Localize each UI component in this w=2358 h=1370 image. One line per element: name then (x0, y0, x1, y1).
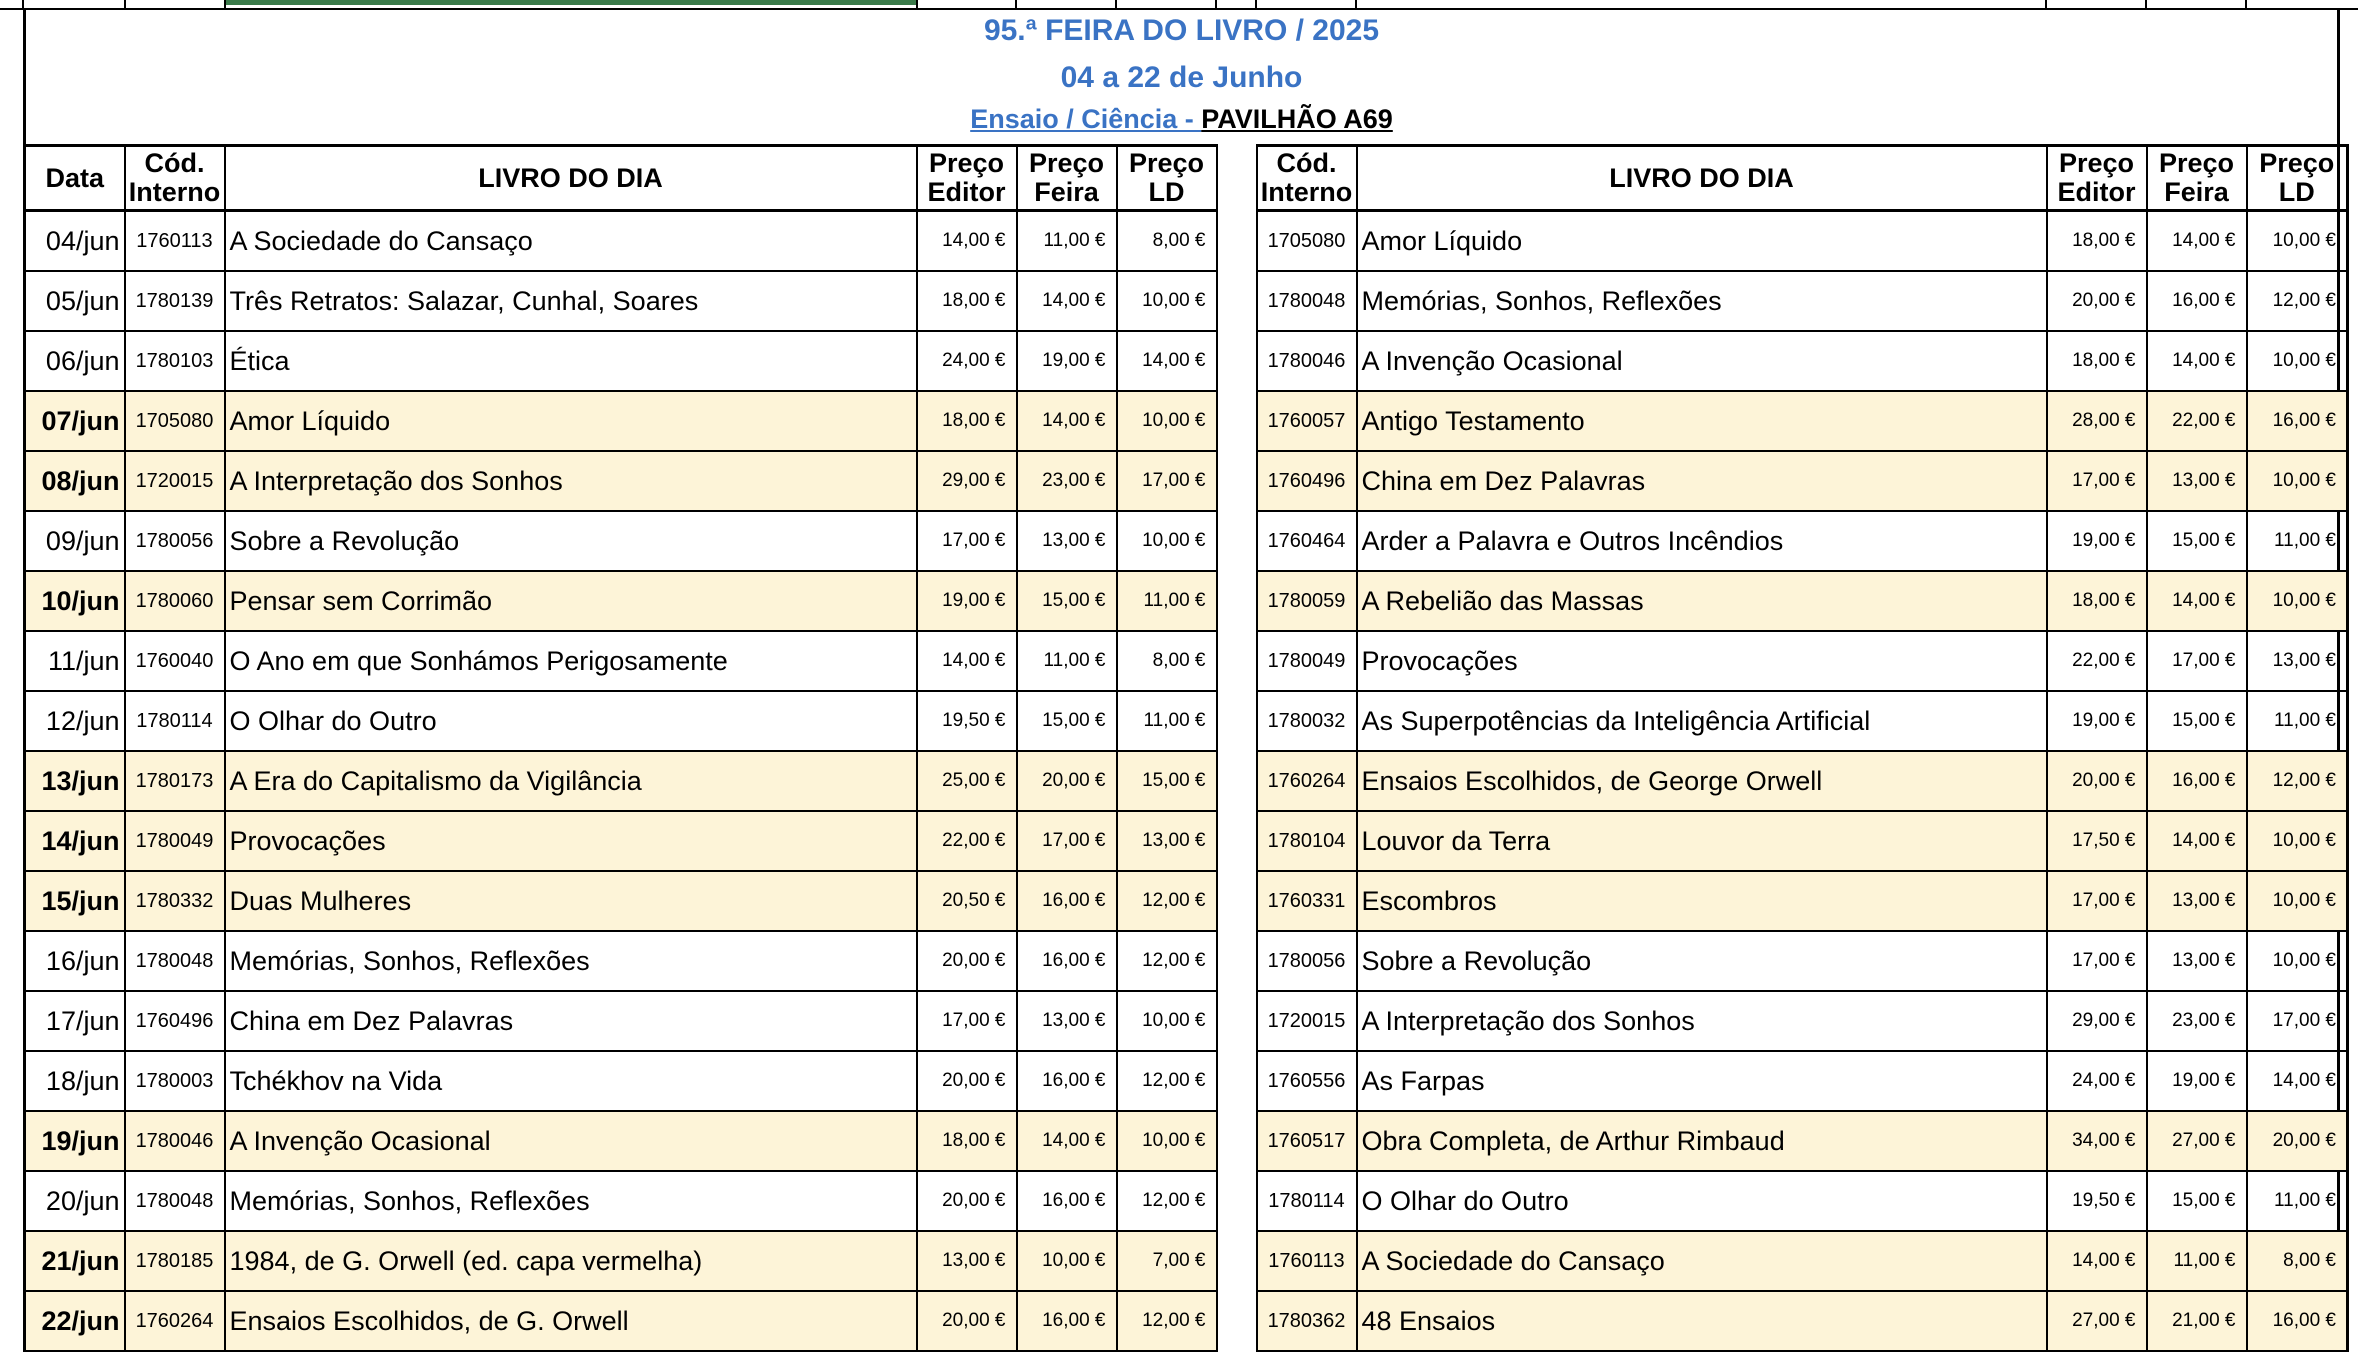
column-gap (1217, 511, 1257, 571)
date-cell[interactable]: 15/jun (25, 871, 125, 931)
code-cell-right[interactable]: 1705080 (1257, 211, 1357, 272)
price-ld-cell[interactable]: 10,00 € (1117, 271, 1217, 331)
price-ld-cell-right[interactable]: 12,00 € (2247, 271, 2348, 331)
date-cell[interactable]: 06/jun (25, 331, 125, 391)
price-ld-cell-right[interactable]: 11,00 € (2247, 1171, 2348, 1231)
price-feira-cell-right[interactable]: 14,00 € (2147, 811, 2247, 871)
code-cell[interactable]: 1780048 (125, 1171, 225, 1231)
date-cell[interactable]: 05/jun (25, 271, 125, 331)
table-row (25, 511, 2348, 571)
date-cell[interactable]: 18/jun (25, 1051, 125, 1111)
code-cell[interactable]: 1780185 (125, 1231, 225, 1291)
header-price-ld-right[interactable]: Preço LD (2247, 146, 2348, 211)
table-row (25, 931, 2348, 991)
date-cell[interactable]: 19/jun (25, 1111, 125, 1171)
book-title-cell-right[interactable]: Ensaios Escolhidos, de George Orwell (1357, 751, 2047, 811)
price-ld-cell-right[interactable]: 12,00 € (2247, 751, 2348, 811)
code-cell-right[interactable]: 1780114 (1257, 1171, 1357, 1231)
column-gap (1217, 146, 1257, 211)
price-ld-cell-right[interactable]: 17,00 € (2247, 991, 2348, 1051)
book-title-cell-right[interactable]: Provocações (1357, 631, 2047, 691)
book-title-cell-right[interactable]: A Rebelião das Massas (1357, 571, 2047, 631)
book-title-cell[interactable]: Pensar sem Corrimão (225, 571, 917, 631)
price-editor-cell-right[interactable]: 22,00 € (2047, 631, 2147, 691)
price-editor-cell[interactable]: 13,00 € (917, 1231, 1017, 1291)
price-feira-cell[interactable]: 11,00 € (1017, 631, 1117, 691)
price-ld-cell-right[interactable]: 8,00 € (2247, 1231, 2348, 1291)
book-title-cell[interactable]: 1984, de G. Orwell (ed. capa vermelha) (225, 1231, 917, 1291)
column-gap (1217, 571, 1257, 631)
price-ld-cell[interactable]: 12,00 € (1117, 1291, 1217, 1351)
header-date[interactable]: Data (25, 146, 125, 211)
column-gap (1217, 1171, 1257, 1231)
date-cell[interactable]: 22/jun (25, 1291, 125, 1351)
price-ld-cell[interactable]: 12,00 € (1117, 1171, 1217, 1231)
column-gap (1217, 1291, 1257, 1351)
book-title-cell[interactable]: Três Retratos: Salazar, Cunhal, Soares (225, 271, 917, 331)
price-feira-cell-right[interactable]: 15,00 € (2147, 511, 2247, 571)
code-cell-right[interactable]: 1760517 (1257, 1111, 1357, 1171)
code-cell-right[interactable]: 1760556 (1257, 1051, 1357, 1111)
date-cell[interactable]: 16/jun (25, 931, 125, 991)
code-cell[interactable]: 1780046 (125, 1111, 225, 1171)
price-ld-cell-right[interactable]: 10,00 € (2247, 871, 2348, 931)
book-title-cell[interactable]: A Era do Capitalismo da Vigilância (225, 751, 917, 811)
price-ld-cell[interactable]: 8,00 € (1117, 631, 1217, 691)
book-title-cell[interactable]: Ensaios Escolhidos, de G. Orwell (225, 1291, 917, 1351)
book-title-cell-right[interactable]: As Farpas (1357, 1051, 2047, 1111)
price-feira-cell-right[interactable]: 15,00 € (2147, 1171, 2247, 1231)
price-editor-cell-right[interactable]: 29,00 € (2047, 991, 2147, 1051)
price-editor-cell-right[interactable]: 24,00 € (2047, 1051, 2147, 1111)
price-editor-cell-right[interactable]: 19,00 € (2047, 511, 2147, 571)
price-editor-cell[interactable]: 19,50 € (917, 691, 1017, 751)
code-cell[interactable]: 1780049 (125, 811, 225, 871)
price-feira-cell-right[interactable]: 16,00 € (2147, 751, 2247, 811)
price-editor-cell-right[interactable]: 17,00 € (2047, 931, 2147, 991)
code-cell-right[interactable]: 1760264 (1257, 751, 1357, 811)
table-row (25, 1111, 2348, 1171)
price-feira-cell[interactable]: 15,00 € (1017, 691, 1117, 751)
book-title-cell-right[interactable]: A Interpretação dos Sonhos (1357, 991, 2047, 1051)
date-cell[interactable]: 08/jun (25, 451, 125, 511)
price-ld-cell-right[interactable]: 11,00 € (2247, 691, 2348, 751)
column-gap (1217, 391, 1257, 451)
price-ld-cell[interactable]: 10,00 € (1117, 1111, 1217, 1171)
price-ld-cell-right[interactable]: 10,00 € (2247, 571, 2348, 631)
column-gap (1217, 1111, 1257, 1171)
date-cell[interactable]: 12/jun (25, 691, 125, 751)
code-cell-right[interactable]: 1760464 (1257, 511, 1357, 571)
column-gap (1217, 811, 1257, 871)
price-editor-cell-right[interactable]: 18,00 € (2047, 211, 2147, 272)
code-cell[interactable]: 1760113 (125, 211, 225, 272)
price-editor-cell-right[interactable]: 28,00 € (2047, 391, 2147, 451)
price-ld-cell[interactable]: 10,00 € (1117, 991, 1217, 1051)
price-ld-cell[interactable]: 13,00 € (1117, 811, 1217, 871)
code-cell[interactable]: 1780060 (125, 571, 225, 631)
book-title-cell-right[interactable]: Sobre a Revolução (1357, 931, 2047, 991)
price-ld-cell-right[interactable]: 14,00 € (2247, 1051, 2348, 1111)
price-editor-cell[interactable]: 20,00 € (917, 1291, 1017, 1351)
price-ld-cell-right[interactable]: 20,00 € (2247, 1111, 2348, 1171)
price-editor-cell[interactable]: 20,00 € (917, 1171, 1017, 1231)
code-cell-right[interactable]: 1780059 (1257, 571, 1357, 631)
column-divider (1355, 0, 1357, 8)
book-title-cell-right[interactable]: Obra Completa, de Arthur Rimbaud (1357, 1111, 2047, 1171)
fair-title[interactable]: 95.ª FEIRA DO LIVRO / 2025 (983, 14, 1380, 47)
price-feira-cell-right[interactable]: 17,00 € (2147, 631, 2247, 691)
price-feira-cell[interactable]: 16,00 € (1017, 1051, 1117, 1111)
price-editor-cell[interactable]: 20,50 € (917, 871, 1017, 931)
price-ld-cell-right[interactable]: 11,00 € (2247, 511, 2348, 571)
code-cell[interactable]: 1780003 (125, 1051, 225, 1111)
book-title-cell-right[interactable]: China em Dez Palavras (1357, 451, 2047, 511)
price-editor-cell[interactable]: 17,00 € (917, 991, 1017, 1051)
price-feira-cell-right[interactable]: 16,00 € (2147, 271, 2247, 331)
price-ld-cell[interactable]: 12,00 € (1117, 931, 1217, 991)
header-price-feira[interactable]: Preço Feira (1017, 146, 1117, 211)
code-cell-right[interactable]: 1780032 (1257, 691, 1357, 751)
price-editor-cell-right[interactable]: 17,00 € (2047, 871, 2147, 931)
code-cell-right[interactable]: 1760057 (1257, 391, 1357, 451)
price-feira-cell-right[interactable]: 14,00 € (2147, 211, 2247, 272)
table-row (25, 1171, 2348, 1231)
price-editor-cell-right[interactable]: 19,50 € (2047, 1171, 2147, 1231)
table-row (25, 451, 2348, 511)
table-row (25, 271, 2348, 331)
table-row (25, 811, 2348, 871)
date-cell[interactable]: 20/jun (25, 1171, 125, 1231)
code-cell-right[interactable]: 1760496 (1257, 451, 1357, 511)
code-cell[interactable]: 1780103 (125, 331, 225, 391)
fair-dates[interactable]: 04 a 22 de Junho (1060, 61, 1303, 94)
table-row (25, 1231, 2348, 1291)
book-title-cell[interactable]: Memórias, Sonhos, Reflexões (225, 931, 917, 991)
price-editor-cell[interactable]: 18,00 € (917, 1111, 1017, 1171)
date-cell[interactable]: 13/jun (25, 751, 125, 811)
price-ld-cell[interactable]: 17,00 € (1117, 451, 1217, 511)
table-row (25, 391, 2348, 451)
date-cell[interactable]: 11/jun (25, 631, 125, 691)
price-feira-cell[interactable]: 14,00 € (1017, 391, 1117, 451)
pavilion-label: PAVILHÃO A69 (1201, 104, 1393, 134)
table-row (25, 751, 2348, 811)
code-cell-right[interactable]: 1720015 (1257, 991, 1357, 1051)
column-divider (1015, 0, 1017, 8)
date-cell[interactable]: 10/jun (25, 571, 125, 631)
price-feira-cell-right[interactable]: 21,00 € (2147, 1291, 2247, 1351)
code-cell-right[interactable]: 1780049 (1257, 631, 1357, 691)
price-feira-cell[interactable]: 23,00 € (1017, 451, 1117, 511)
price-editor-cell-right[interactable]: 19,00 € (2047, 691, 2147, 751)
column-gap (1217, 1051, 1257, 1111)
book-title-cell[interactable]: A Interpretação dos Sonhos (225, 451, 917, 511)
date-cell[interactable]: 09/jun (25, 511, 125, 571)
book-title-cell-right[interactable]: A Sociedade do Cansaço (1357, 1231, 2047, 1291)
date-cell[interactable]: 14/jun (25, 811, 125, 871)
column-gap (1217, 631, 1257, 691)
price-feira-cell[interactable]: 13,00 € (1017, 991, 1117, 1051)
header-price-editor[interactable]: Preço Editor (917, 146, 1017, 211)
code-cell-right[interactable]: 1780362 (1257, 1291, 1357, 1351)
code-cell-right[interactable]: 1780056 (1257, 931, 1357, 991)
column-divider (224, 0, 226, 8)
code-cell[interactable]: 1760264 (125, 1291, 225, 1351)
price-editor-cell[interactable]: 22,00 € (917, 811, 1017, 871)
price-editor-cell[interactable]: 19,00 € (917, 571, 1017, 631)
section-heading[interactable] (26, 104, 2337, 135)
book-title-cell[interactable]: O Ano em que Sonhámos Perigosamente (225, 631, 917, 691)
spreadsheet (23, 8, 2340, 1349)
book-title-cell[interactable]: Memórias, Sonhos, Reflexões (225, 1171, 917, 1231)
date-cell[interactable]: 04/jun (25, 211, 125, 272)
price-feira-cell-right[interactable]: 27,00 € (2147, 1111, 2247, 1171)
book-title-cell[interactable]: Provocações (225, 811, 917, 871)
price-editor-cell[interactable]: 17,00 € (917, 511, 1017, 571)
price-ld-cell[interactable]: 8,00 € (1117, 211, 1217, 272)
price-feira-cell-right[interactable]: 11,00 € (2147, 1231, 2247, 1291)
price-feira-cell[interactable]: 20,00 € (1017, 751, 1117, 811)
code-cell-right[interactable]: 1780046 (1257, 331, 1357, 391)
price-ld-cell[interactable]: 11,00 € (1117, 571, 1217, 631)
book-title-cell-right[interactable]: Escombros (1357, 871, 2047, 931)
column-divider (2245, 0, 2247, 8)
price-feira-cell-right[interactable]: 13,00 € (2147, 451, 2247, 511)
book-title-cell[interactable]: O Olhar do Outro (225, 691, 917, 751)
book-title-cell-right[interactable]: Arder a Palavra e Outros Incêndios (1357, 511, 2047, 571)
price-ld-cell-right[interactable]: 13,00 € (2247, 631, 2348, 691)
price-feira-cell[interactable]: 16,00 € (1017, 871, 1117, 931)
table-row (25, 1291, 2348, 1351)
book-title-cell-right[interactable]: A Invenção Ocasional (1357, 331, 2047, 391)
column-gap (1217, 751, 1257, 811)
price-feira-cell-right[interactable]: 23,00 € (2147, 991, 2247, 1051)
table-row (25, 1051, 2348, 1111)
category-label: Ensaio / Ciência - (970, 104, 1202, 134)
price-editor-cell[interactable]: 29,00 € (917, 451, 1017, 511)
table-row (25, 871, 2348, 931)
code-cell[interactable]: 1780056 (125, 511, 225, 571)
price-feira-cell[interactable]: 15,00 € (1017, 571, 1117, 631)
table-row (25, 691, 2348, 751)
price-ld-cell-right[interactable]: 10,00 € (2247, 211, 2348, 272)
price-feira-cell-right[interactable]: 15,00 € (2147, 691, 2247, 751)
price-ld-cell[interactable]: 14,00 € (1117, 331, 1217, 391)
book-title-cell-right[interactable]: Antigo Testamento (1357, 391, 2047, 451)
price-feira-cell-right[interactable]: 22,00 € (2147, 391, 2247, 451)
book-title-cell[interactable]: A Sociedade do Cansaço (225, 211, 917, 272)
price-feira-cell-right[interactable]: 14,00 € (2147, 331, 2247, 391)
code-cell[interactable]: 1780139 (125, 271, 225, 331)
price-ld-cell-right[interactable]: 10,00 € (2247, 931, 2348, 991)
book-title-cell-right[interactable]: Memórias, Sonhos, Reflexões (1357, 271, 2047, 331)
price-editor-cell[interactable]: 20,00 € (917, 931, 1017, 991)
price-ld-cell-right[interactable]: 10,00 € (2247, 331, 2348, 391)
column-gap (1217, 1231, 1257, 1291)
price-ld-cell-right[interactable]: 10,00 € (2247, 811, 2348, 871)
code-cell-right[interactable]: 1760331 (1257, 871, 1357, 931)
table-row (25, 211, 2348, 272)
column-divider (1255, 0, 1257, 8)
column-divider (2045, 0, 2047, 8)
column-divider (916, 0, 918, 8)
price-editor-cell[interactable]: 18,00 € (917, 271, 1017, 331)
sheet-header (26, 8, 2337, 144)
price-feira-cell[interactable]: 16,00 € (1017, 931, 1117, 991)
book-title-cell-right[interactable]: Louvor da Terra (1357, 811, 2047, 871)
column-gap (1217, 871, 1257, 931)
book-title-cell-right[interactable]: O Olhar do Outro (1357, 1171, 2047, 1231)
book-title-cell[interactable]: Ética (225, 331, 917, 391)
column-divider (1215, 0, 1217, 8)
header-code-right[interactable]: Cód. Interno (1257, 146, 1357, 211)
price-editor-cell-right[interactable]: 17,00 € (2047, 451, 2147, 511)
column-gap (1217, 331, 1257, 391)
header-book[interactable]: LIVRO DO DIA (225, 146, 917, 211)
price-feira-cell-right[interactable]: 13,00 € (2147, 871, 2247, 931)
column-divider (124, 0, 126, 8)
date-cell[interactable]: 21/jun (25, 1231, 125, 1291)
header-book-right[interactable]: LIVRO DO DIA (1357, 146, 2047, 211)
code-cell-right[interactable]: 1780048 (1257, 271, 1357, 331)
price-editor-cell[interactable]: 24,00 € (917, 331, 1017, 391)
book-title-cell-right[interactable]: 48 Ensaios (1357, 1291, 2047, 1351)
header-price-feira-right[interactable]: Preço Feira (2147, 146, 2247, 211)
code-cell[interactable]: 1720015 (125, 451, 225, 511)
header-price-ld[interactable]: Preço LD (1117, 146, 1217, 211)
header-code[interactable]: Cód. Interno (125, 146, 225, 211)
column-gap (1217, 211, 1257, 272)
price-ld-cell[interactable]: 7,00 € (1117, 1231, 1217, 1291)
date-cell[interactable]: 07/jun (25, 391, 125, 451)
book-title-cell[interactable]: Duas Mulheres (225, 871, 917, 931)
price-editor-cell-right[interactable]: 20,00 € (2047, 751, 2147, 811)
price-feira-cell[interactable]: 19,00 € (1017, 331, 1117, 391)
code-cell[interactable]: 1780114 (125, 691, 225, 751)
column-gap (1217, 451, 1257, 511)
price-editor-cell[interactable]: 14,00 € (917, 631, 1017, 691)
price-ld-cell[interactable]: 10,00 € (1117, 511, 1217, 571)
date-cell[interactable]: 17/jun (25, 991, 125, 1051)
code-cell[interactable]: 1780173 (125, 751, 225, 811)
price-editor-cell[interactable]: 14,00 € (917, 211, 1017, 272)
price-editor-cell-right[interactable]: 18,00 € (2047, 571, 2147, 631)
column-gap (1217, 691, 1257, 751)
code-cell[interactable]: 1760496 (125, 991, 225, 1051)
price-feira-cell[interactable]: 14,00 € (1017, 1111, 1117, 1171)
price-editor-cell-right[interactable]: 14,00 € (2047, 1231, 2147, 1291)
book-title-cell-right[interactable]: Amor Líquido (1357, 211, 2047, 272)
table-row (25, 571, 2348, 631)
code-cell-right[interactable]: 1760113 (1257, 1231, 1357, 1291)
book-title-cell-right[interactable]: As Superpotências da Inteligência Artificial (1357, 691, 2047, 751)
book-title-cell[interactable]: China em Dez Palavras (225, 991, 917, 1051)
price-editor-cell-right[interactable]: 27,00 € (2047, 1291, 2147, 1351)
table-row (25, 331, 2348, 391)
book-title-cell[interactable]: Sobre a Revolução (225, 511, 917, 571)
price-editor-cell-right[interactable]: 18,00 € (2047, 331, 2147, 391)
code-cell[interactable]: 1705080 (125, 391, 225, 451)
price-ld-cell[interactable]: 11,00 € (1117, 691, 1217, 751)
code-cell-right[interactable]: 1780104 (1257, 811, 1357, 871)
column-divider (1115, 0, 1117, 8)
code-cell[interactable]: 1760040 (125, 631, 225, 691)
price-editor-cell-right[interactable]: 20,00 € (2047, 271, 2147, 331)
table-row (25, 631, 2348, 691)
column-gap (1217, 991, 1257, 1051)
price-feira-cell[interactable]: 17,00 € (1017, 811, 1117, 871)
code-cell[interactable]: 1780048 (125, 931, 225, 991)
price-editor-cell-right[interactable]: 34,00 € (2047, 1111, 2147, 1171)
price-ld-cell[interactable]: 12,00 € (1117, 871, 1217, 931)
column-gap (1217, 931, 1257, 991)
book-title-cell[interactable]: A Invenção Ocasional (225, 1111, 917, 1171)
book-title-cell[interactable]: Tchékhov na Vida (225, 1051, 917, 1111)
price-ld-cell[interactable]: 12,00 € (1117, 1051, 1217, 1111)
price-editor-cell[interactable]: 18,00 € (917, 391, 1017, 451)
table-header-row (25, 146, 2348, 211)
price-feira-cell[interactable]: 14,00 € (1017, 271, 1117, 331)
price-ld-cell-right[interactable]: 10,00 € (2247, 451, 2348, 511)
price-feira-cell[interactable]: 16,00 € (1017, 1171, 1117, 1231)
price-feira-cell[interactable]: 10,00 € (1017, 1231, 1117, 1291)
table-row (25, 991, 2348, 1051)
price-editor-cell[interactable]: 25,00 € (917, 751, 1017, 811)
price-ld-cell-right[interactable]: 16,00 € (2247, 1291, 2348, 1351)
price-ld-cell-right[interactable]: 16,00 € (2247, 391, 2348, 451)
price-feira-cell[interactable]: 11,00 € (1017, 211, 1117, 272)
selected-column-indicator (224, 0, 916, 5)
price-feira-cell-right[interactable]: 13,00 € (2147, 931, 2247, 991)
price-editor-cell[interactable]: 20,00 € (917, 1051, 1017, 1111)
code-cell[interactable]: 1780332 (125, 871, 225, 931)
price-feira-cell-right[interactable]: 14,00 € (2147, 571, 2247, 631)
price-feira-cell[interactable]: 16,00 € (1017, 1291, 1117, 1351)
column-divider (22, 0, 24, 8)
price-editor-cell-right[interactable]: 17,50 € (2047, 811, 2147, 871)
header-price-editor-right[interactable]: Preço Editor (2047, 146, 2147, 211)
price-ld-cell[interactable]: 10,00 € (1117, 391, 1217, 451)
price-ld-cell[interactable]: 15,00 € (1117, 751, 1217, 811)
column-gap (1217, 271, 1257, 331)
column-divider (2145, 0, 2147, 8)
book-of-the-day-table (23, 144, 2349, 1352)
price-feira-cell-right[interactable]: 19,00 € (2147, 1051, 2247, 1111)
price-feira-cell[interactable]: 13,00 € (1017, 511, 1117, 571)
book-title-cell[interactable]: Amor Líquido (225, 391, 917, 451)
